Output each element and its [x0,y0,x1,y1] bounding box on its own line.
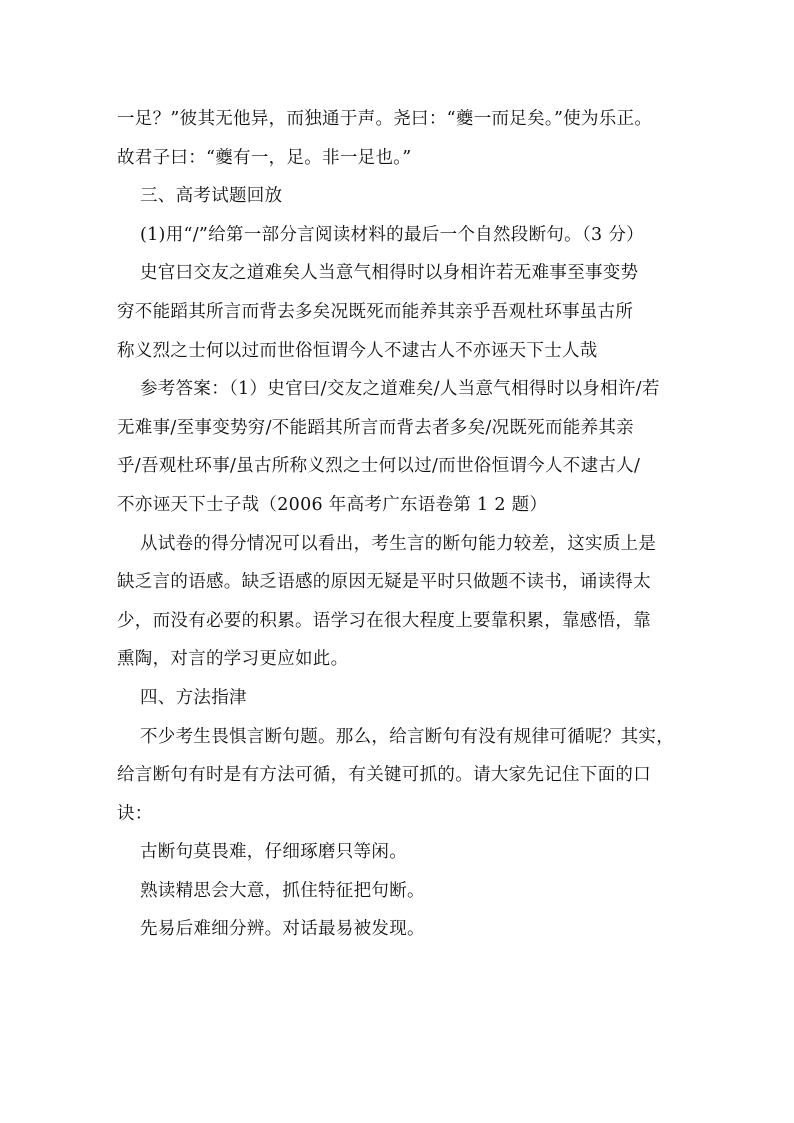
verse-line: 先易后难细分辨。对话最易被发现。 [140,919,425,940]
text-line: 称义烈之士何以过而世俗恒谓今人不逮古人不亦诬天下士人哉 [117,340,598,361]
document-body [117,100,677,949]
text-line: 参考答案：（1）史官曰/交友之道难矣/人当意气相得时以身相许/若 [140,379,660,400]
text-line: 诀： [117,803,153,824]
text-line: 一足？”彼其无他异，而独通于声。尧曰：“夔一而足矣。”使为乐正。 [117,109,653,129]
text-line: 熏陶，对言的学习更应如此。 [117,649,349,670]
text-line: 少，而没有必要的积累。语学习在很大程度上要靠积累，靠感悟，靠 [117,610,651,631]
text-line: 给言断句有时是有方法可循，有关键可抓的。请大家先记住下面的口 [117,765,651,786]
verse-line: 古断句莫畏难，仔细琢磨只等闲。 [140,842,407,863]
text-line: 不少考生畏惧言断句题。那么，给言断句有没有规律可循呢？其实， [140,726,674,747]
verse-line: 熟读精思会大意，抓住特征把句断。 [140,880,425,901]
section-heading: 四、方法指津 [140,687,247,708]
text-line: 乎/吾观杜环事/虽古所称义烈之士何以过/而世俗恒谓今人不逮古人/ [117,456,641,477]
text-line: 缺乏言的语感。缺乏语感的原因无疑是平时只做题不读书，诵读得太 [117,572,651,593]
text-line: (1)用“/”给第一部分言阅读材料的最后一个自然段断句。（3 分） [140,224,644,245]
text-line: 穷不能蹈其所言而背去多矣况既死而能养其亲乎吾观杜环事虽古所 [117,301,634,322]
text-line: 故君子曰：“夔有一，足。非一足也。” [117,147,412,168]
section-heading: 三、高考试题回放 [140,186,283,207]
text-line: 史官曰交友之道难矣人当意气相得时以身相许若无难事至事变势 [140,263,639,284]
text-line: 不亦诬天下士子哉（2006 年高考广东语卷第 1 2 题） [117,494,548,515]
text-line: 无难事/至事变势穷/不能蹈其所言而背去者多矣/况既死而能养其亲 [117,417,634,438]
text-line: 从试卷的得分情况可以看出，考生言的断句能力较差，这实质上是 [140,533,657,554]
